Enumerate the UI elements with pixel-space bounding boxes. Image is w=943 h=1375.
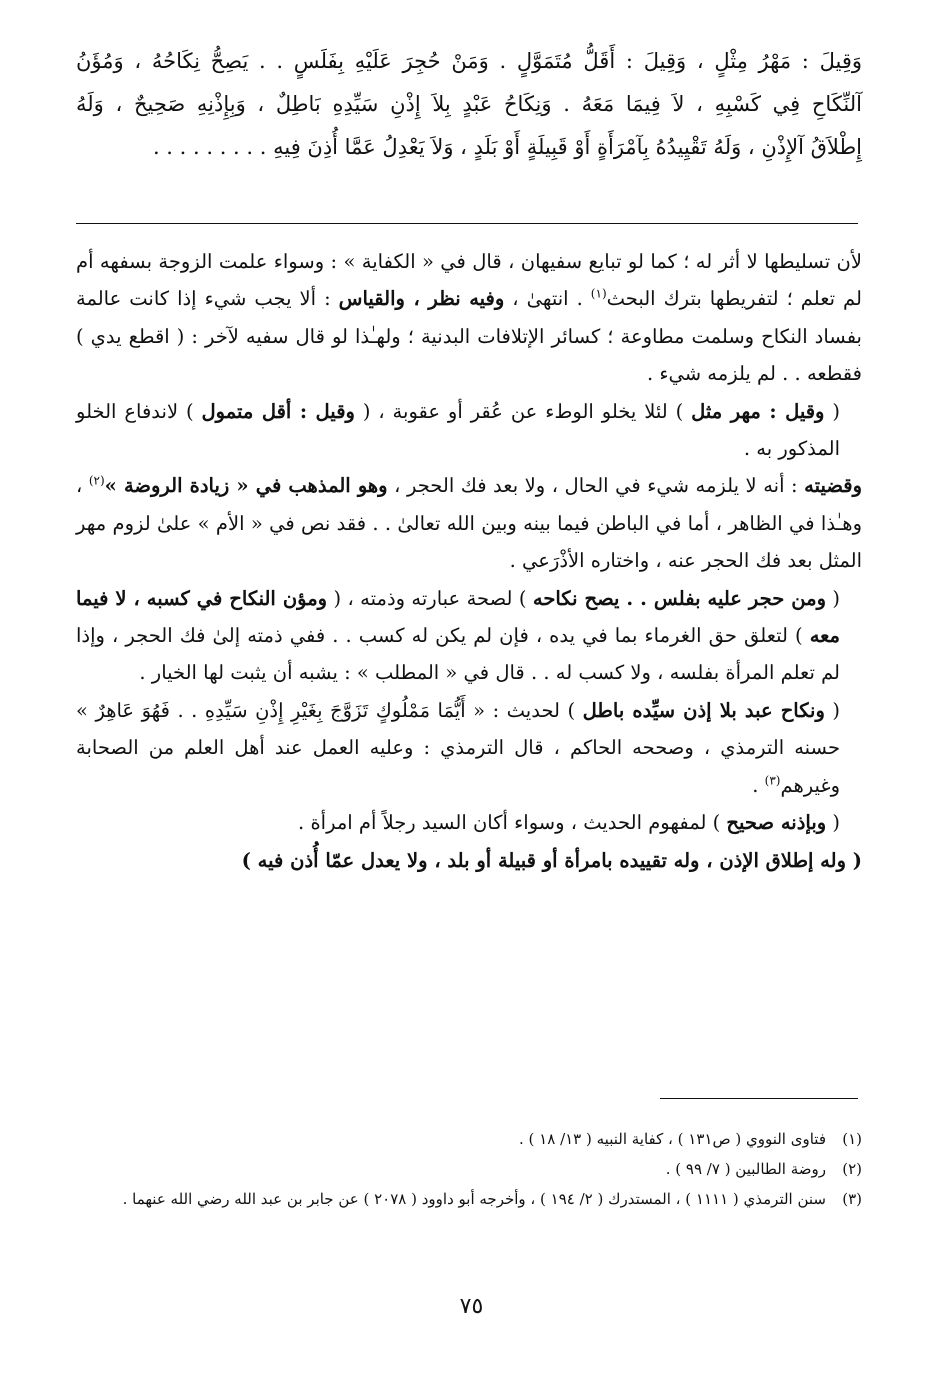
footnote-number: (٣) — [842, 1190, 862, 1208]
footnote-item — [76, 1154, 862, 1184]
footnote-text: روضة الطالبين ( ٧/ ٩٩ ) . — [665, 1160, 826, 1178]
footnote-item — [76, 1184, 862, 1214]
footnote-number: (٢) — [842, 1160, 862, 1178]
footnote-ref[interactable]: (٣) — [764, 773, 781, 788]
matn-line: وَقِيلَ : مَهْرُ مِثْلٍ ، وَقِيلَ : أَقَلُّ مُتَمَوَّلٍ . وَمَنْ حُجِرَ عَلَيْهِ بِفَلَسٍ . . يَصِحُّ نِكَاحُهُ ، وَمُؤَنُ — [76, 49, 862, 73]
footnote-ref[interactable]: (٢) — [88, 473, 105, 488]
sharh-block — [76, 243, 862, 879]
footnotes — [76, 1124, 862, 1214]
sharh-paragraph: ( ومن حجر عليه بفلس . . يصح نكاحه ) لصحة عبارته وذمته ، ( ومؤن النكاح في كسبه ، لا فيما معه ) لتعلق حق الغرماء بما في يده ، فإن لم يكن له كسب . . ففي ذمته إلىٰ فك الحجر ، وإذا لم تعلم المرأة بفلسه ، ولا كسب له . . قال في « المطلب » : يشبه أن يثبت لها الخيار . — [76, 586, 840, 685]
footnote-item — [76, 1124, 862, 1154]
matn-block — [76, 40, 862, 169]
sharh-paragraph: ( ونكاح عبد بلا إذن سيِّده باطل ) لحديث : « أَيُّمَا مَمْلُوكٍ تَزَوَّجَ بِغَيْرِ إِذْنِ سَيِّدِهِ . . فَهُوَ عَاهِرٌ » حسنه الترمذي ، وصححه الحاكم ، قال الترمذي : وعليه العمل عند أهل العلم من الصحابة وغيرهم$^{(٣)}$ . — [76, 698, 840, 797]
separator-rule — [76, 223, 858, 224]
sharh-paragraph: ( وبإذنه صحيح ) لمفهوم الحديث ، وسواء أكان السيد رجلاً أم امرأة . — [298, 811, 840, 835]
footnote-separator — [660, 1098, 858, 1099]
footnote-text: سنن الترمذي ( ١١١١ ) ، المستدرك ( ٢/ ١٩٤ ) ، وأخرجه أبو داوود ( ٢٠٧٨ ) عن جابر بن عبد الله رضي الله عنهما . — [122, 1190, 826, 1208]
sharh-paragraph: ( وقيل : مهر مثل ) لئلا يخلو الوطء عن عُقر أو عقوبة ، ( وقيل : أقل متمول ) لاندفاع الخلو المذكور به . — [76, 399, 840, 461]
footnote-text: فتاوى النووي ( ص١٣١ ) ، كفاية النبيه ( ١٣/ ١٨ ) . — [519, 1130, 826, 1148]
sharh-paragraph: لأن تسليطها لا أثر له ؛ كما لو تبايع سفيهان ، قال في « الكفاية » : وسواء علمت الزوجة بسفهه أم لم تعلم ؛ لتفريطها بترك البحث$^{(١)}$ . انتهىٰ ، وفيه نظر ، والقياس : ألا يجب شيء إذا كانت عالمة بفساد النكاح وسلمت مطاوعة ؛ كسائر الإتلافات البدنية ؛ ولهـٰذا لو قال سفيه لآخر : ( اقطع يدي ) فقطعه . . لم يلزمه شيء . — [76, 250, 862, 386]
sharh-paragraph: ( وله إطلاق الإذن ، وله تقييده بامرأة أو قبيلة أو بلد ، ولا يعدل عمّا أُذن فيه ) — [241, 848, 862, 872]
footnote-number: (١) — [842, 1130, 862, 1148]
page-number: ٧٥ — [459, 1294, 484, 1319]
footnote-ref[interactable]: (١) — [590, 286, 607, 301]
matn-line: إِطْلاَقُ آلإِذْنِ ، وَلَهُ تَقْيِيدُهُ بِآمْرَأَةٍ أَوْ قَبِيلَةٍ أَوْ بَلَدٍ ، وَلاَ يَعْدِلُ عَمَّا أُذِنَ فِيهِ . . . . . . . . . — [152, 135, 862, 159]
matn-line: آلنِّكَاحِ فِي كَسْبِهِ ، لاَ فِيمَا مَعَهُ . وَنِكَاحُ عَبْدٍ بِلاَ إِذْنِ سَيِّدِهِ بَاطِلٌ ، وَبِإِذْنِهِ صَحِيحٌ ، وَلَهُ — [76, 92, 862, 116]
sharh-paragraph: وقضيته : أنه لا يلزمه شيء في الحال ، ولا بعد فك الحجر ، وهو المذهب في « زيادة الروضة »$^{(٢)}$ ، وهـٰذا في الظاهر ، أما في الباطن فيما بينه وبين الله تعالىٰ . . فقد نص في « الأم » علىٰ لزوم مهر المثل بعد فك الحجر عنه ، واختاره الأذْرَعي . — [76, 473, 862, 573]
